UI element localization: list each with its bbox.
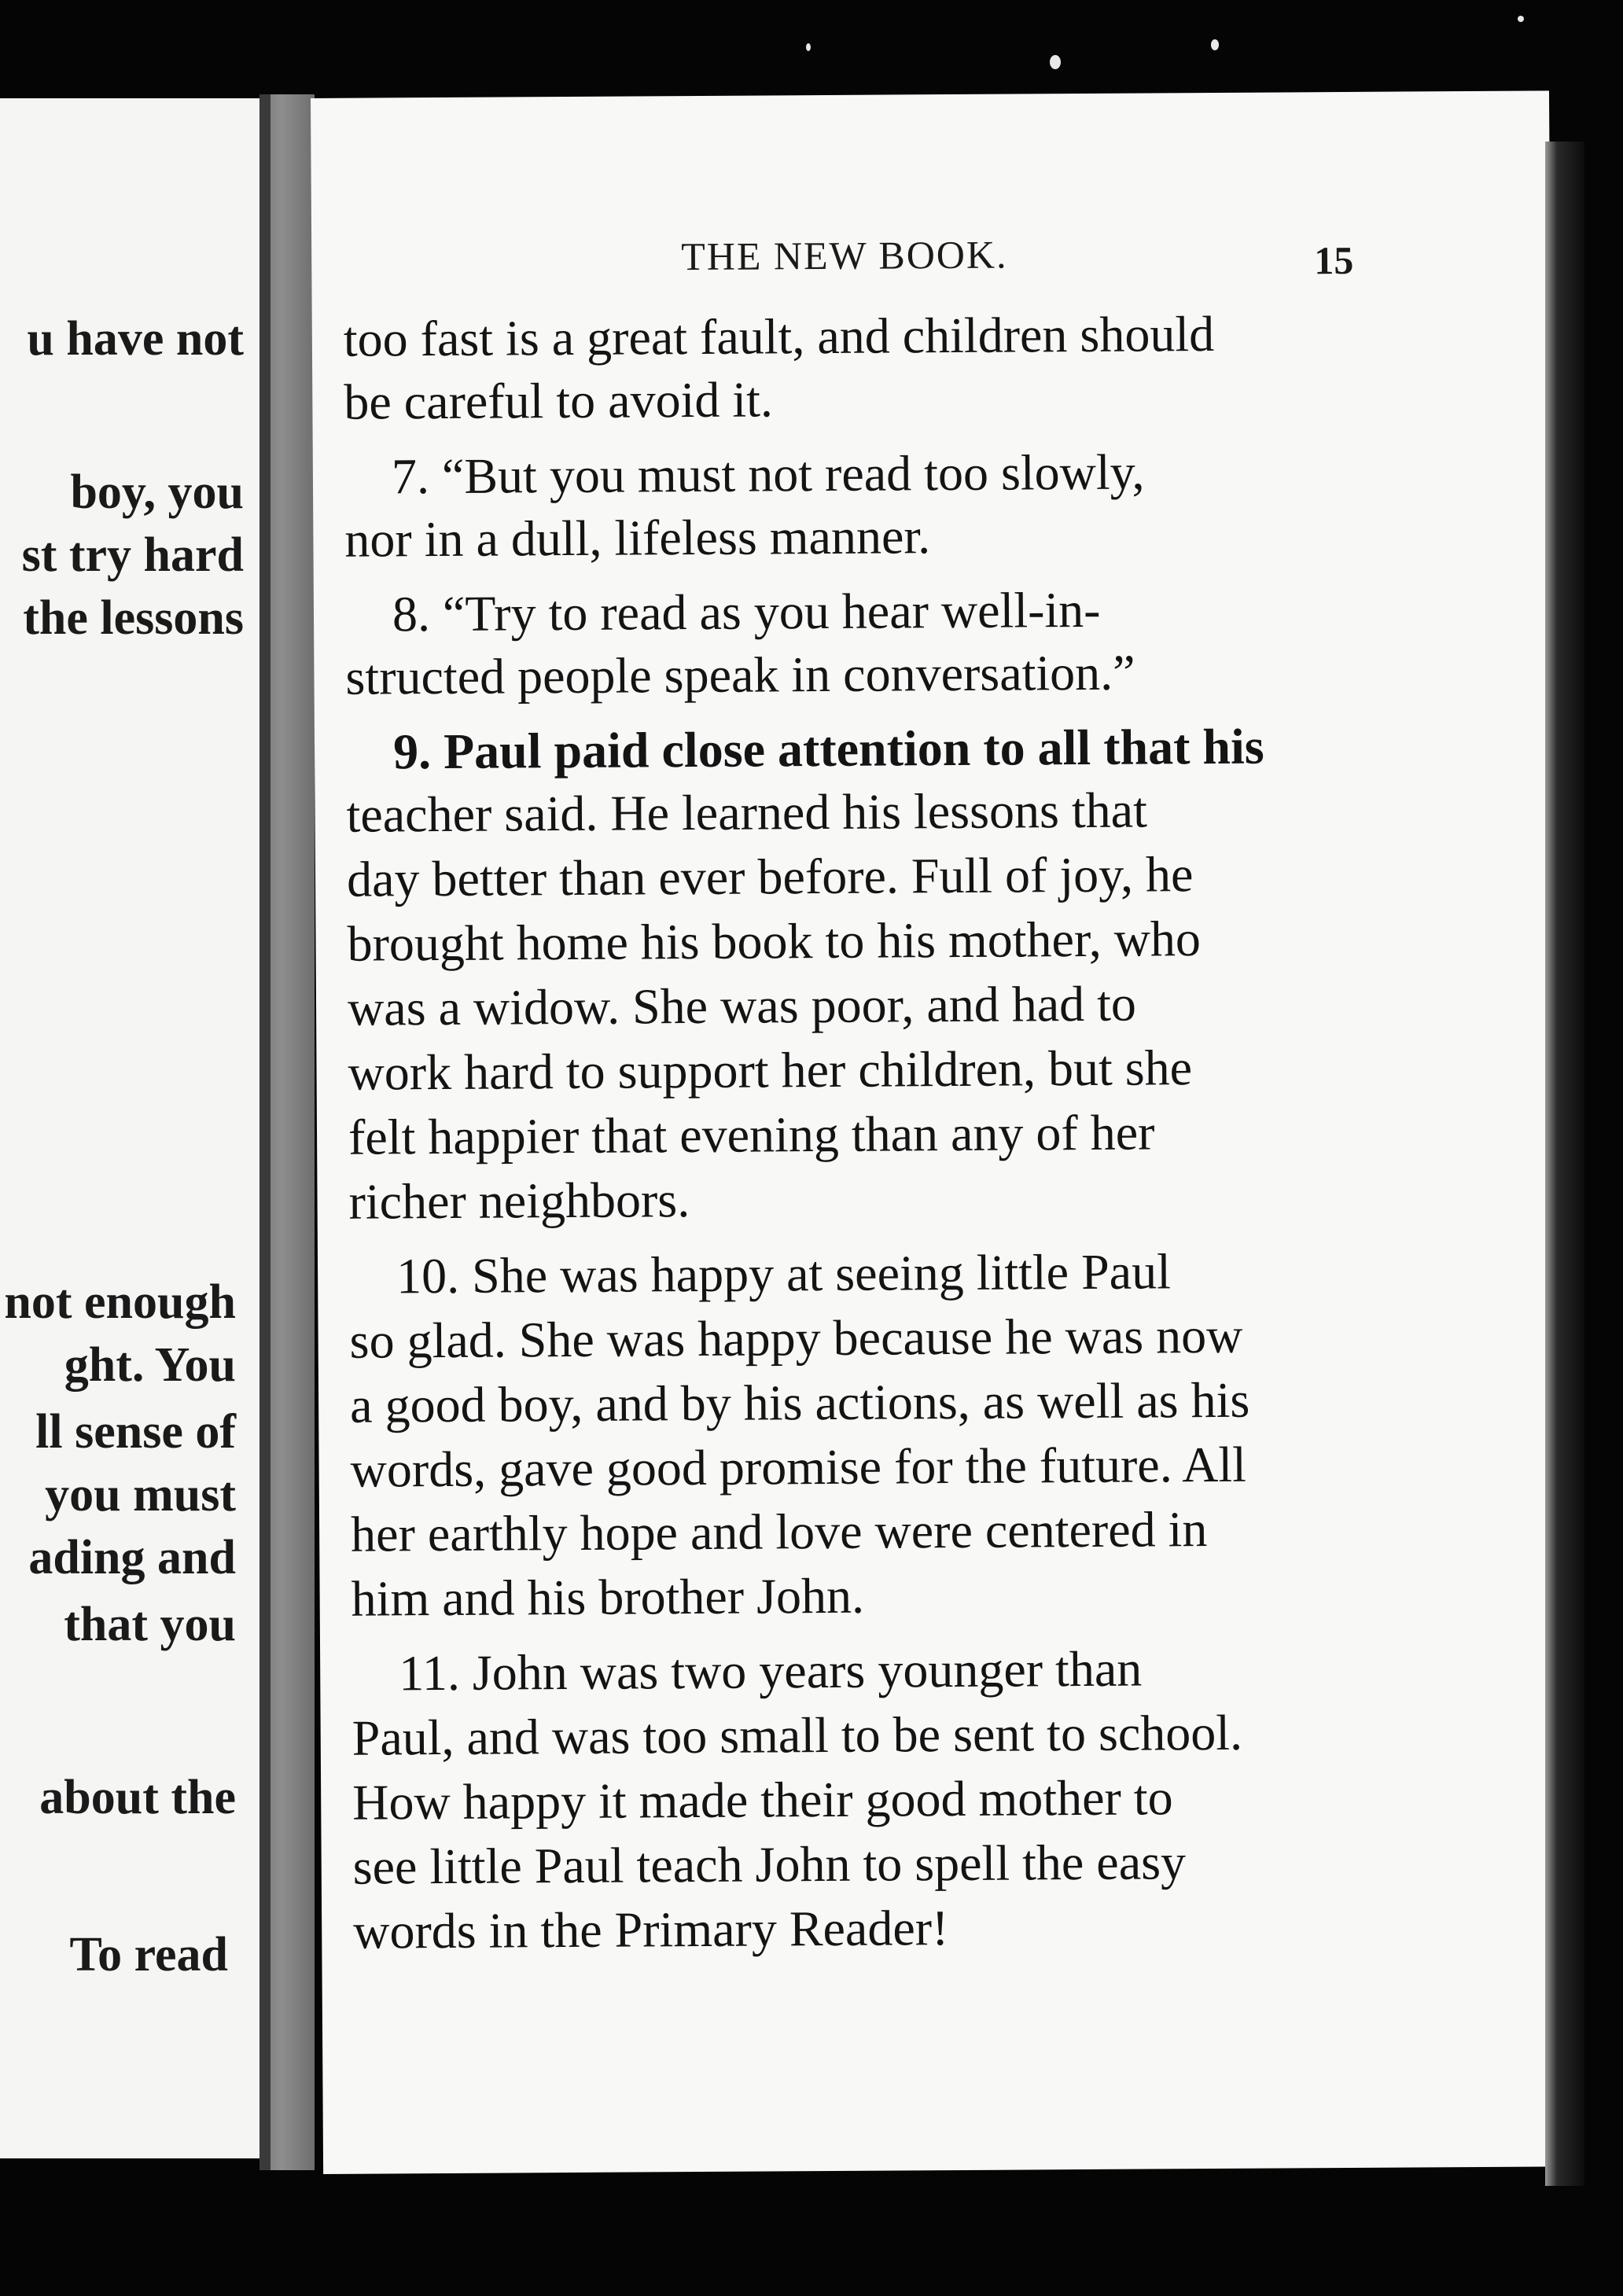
text-line: a good boy, and by his actions, as well as his [349, 1371, 1250, 1433]
left-page-line: boy, you [70, 465, 244, 519]
left-page-line: ading and [28, 1531, 236, 1584]
left-page [0, 98, 259, 2158]
left-page-line: ght. You [64, 1338, 236, 1392]
gutter-shadow [259, 94, 270, 2170]
text-line: work hard to support her children, but she [348, 1039, 1193, 1101]
text-line: 10. She was happy at seeing little Paul [396, 1243, 1172, 1304]
left-page-line: about the [39, 1771, 236, 1824]
text-line: words, gave good promise for the future. All [350, 1436, 1247, 1498]
text-line: structed people speak in conversation.” [345, 644, 1135, 705]
text-line: teacher said. He learned his lessons that [346, 782, 1148, 843]
text-line: her earthly hope and love were centered in [350, 1501, 1208, 1562]
dust-speck [1211, 39, 1219, 50]
text-line: him and his brother John. [351, 1567, 865, 1627]
dust-speck [1518, 16, 1524, 22]
text-line: be careful to avoid it. [344, 371, 774, 430]
left-page-line: that you [64, 1598, 236, 1651]
right-page [311, 90, 1562, 2174]
text-line: richer neighbors. [348, 1172, 690, 1230]
text-line: words in the Primary Reader! [353, 1900, 949, 1959]
text-line: was a widow. She was poor, and had to [347, 975, 1137, 1036]
left-page-line: To read [69, 1928, 228, 1981]
text-line: 7. “But you must not read too slowly, [391, 443, 1145, 505]
text-line: brought home his book to his mother, who [347, 911, 1202, 972]
text-line: day better than ever before. Full of joy, he [346, 846, 1194, 907]
page-number: 15 [1314, 237, 1354, 283]
text-line: Paul, and was too small to be sent to school. [351, 1704, 1243, 1766]
text-line: 8. “Try to read as you hear well-in- [392, 581, 1101, 642]
left-page-line: st try hard [21, 528, 244, 582]
left-page-line: you must [45, 1468, 236, 1521]
text-line: felt happier that evening than any of her [348, 1104, 1155, 1165]
text-line: nor in a dull, lifeless manner. [344, 508, 931, 568]
left-page-line: not enough [4, 1275, 236, 1329]
left-page-line: u have not [27, 312, 244, 366]
text-line: see little Paul teach John to spell the easy [352, 1834, 1187, 1895]
text-line: too fast is a great fault, and children should [343, 305, 1215, 367]
text-line: 9. Paul paid close attention to all that his [392, 718, 1264, 780]
page-edge-shadow [1545, 142, 1584, 2186]
left-page-line: the lessons [23, 591, 244, 645]
dust-speck [1050, 55, 1061, 69]
text-line: How happy it made their good mother to [352, 1769, 1173, 1831]
running-head: THE NEW BOOK. [681, 232, 1008, 279]
text-line: so glad. She was happy because he was now [349, 1307, 1243, 1369]
left-page-line: ll sense of [35, 1405, 236, 1459]
dust-speck [806, 43, 811, 51]
text-line: 11. John was two years younger than [399, 1640, 1143, 1702]
